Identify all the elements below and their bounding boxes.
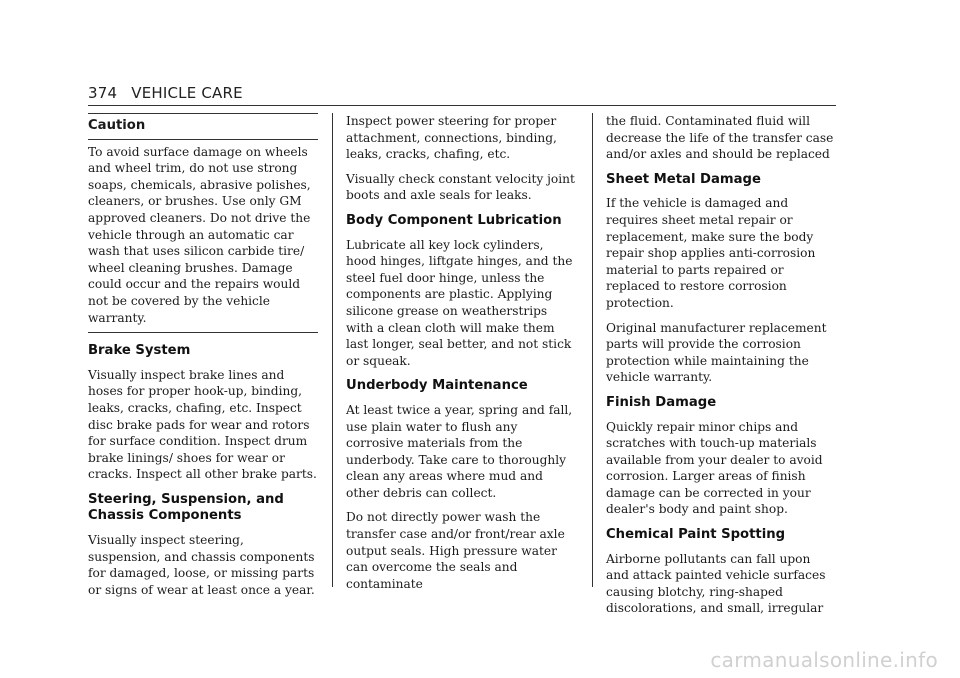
caution-text: To avoid surface damage on wheels and wheel trim, do not use strong soaps, chemicals, abrasive polishes, cleaners, or brushes. Use only GM approved cleaners. Do not drive the vehicle through an automatic car wash that uses silicon carbide tire/ wheel cleaning brushes. Damage could occur and the repairs would not be covered by the vehicle warranty. [88,144,311,325]
caution-box [88,113,318,333]
section-heading: Brake System [88,343,191,359]
paragraph: Original manufacturer replacement parts will provide the corrosion protection while maintaining the vehicle warranty. [606,320,827,385]
section-heading: Sheet Metal Damage [606,171,761,187]
watermark: carmanualsonline.info [710,648,938,672]
paragraph: Inspect power steering for proper attachment, connections, binding, leaks, cracks, chafing, etc. [346,114,557,162]
caution-title: Caution [88,114,318,140]
section-heading: Body Component Lubrication [346,212,562,228]
paragraph: Visually inspect steering, suspension, and chassis components for damaged, loose, or missing parts or signs of wear at least once a year. [88,533,315,597]
section-heading: Underbody Maintenance [346,378,528,394]
section-heading: Chemical Paint Spotting [606,527,786,543]
page-header [88,84,243,102]
page-number: 374 [88,84,118,102]
column-divider [592,113,593,587]
section-heading: Finish Damage [606,394,717,410]
paragraph: Visually check constant velocity joint boots and axle seals for leaks. [346,171,575,203]
column-2 [346,113,576,600]
paragraph: At least twice a year, spring and fall, use plain water to flush any corrosive materials from the underbody. Take care to thoroughly clean any areas where mud and other debris can collect. [346,402,573,500]
column-1 [88,113,318,606]
paragraph: Airborne pollutants can fall upon and attack painted vehicle surfaces causing blotchy, ring-shaped discolorations, and small, irregular [606,551,826,616]
column-divider [332,113,333,587]
section-title: VEHICLE CARE [131,84,243,102]
column-3 [606,113,836,625]
paragraph: Do not directly power wash the transfer case and/or front/rear axle output seals. High pressure water can overcome the seals and contaminate [346,510,565,591]
paragraph: Lubricate all key lock cylinders, hood hinges, liftgate hinges, and the steel fuel door hinge, unless the components are plastic. Applying silicone grease on weatherstrips with a clean cloth will make them last longer, seal better, and not stick or squeak. [346,237,573,368]
paragraph: the fluid. Contaminated fluid will decrease the life of the transfer case and/or axles and should be replaced [606,114,834,162]
header-divider [88,105,836,106]
paragraph: If the vehicle is damaged and requires sheet metal repair or replacement, make sure the body repair shop applies anti-corrosion material to parts repaired or replaced to restore corrosion protection. [606,196,816,310]
paragraph: Visually inspect brake lines and hoses for proper hook-up, binding, leaks, cracks, chafing, etc. Inspect disc brake pads for wear and rotors for surface condition. Inspect drum brake linings/ shoes for wear or cracks. Inspect all other brake parts. [88,367,317,482]
section-heading: Steering, Suspension, and Chassis Components [88,491,284,524]
paragraph: Quickly repair minor chips and scratches with touch-up materials available from your dealer to avoid corrosion. Larger areas of finish damage can be corrected in your dealer's body and paint shop. [606,419,823,517]
